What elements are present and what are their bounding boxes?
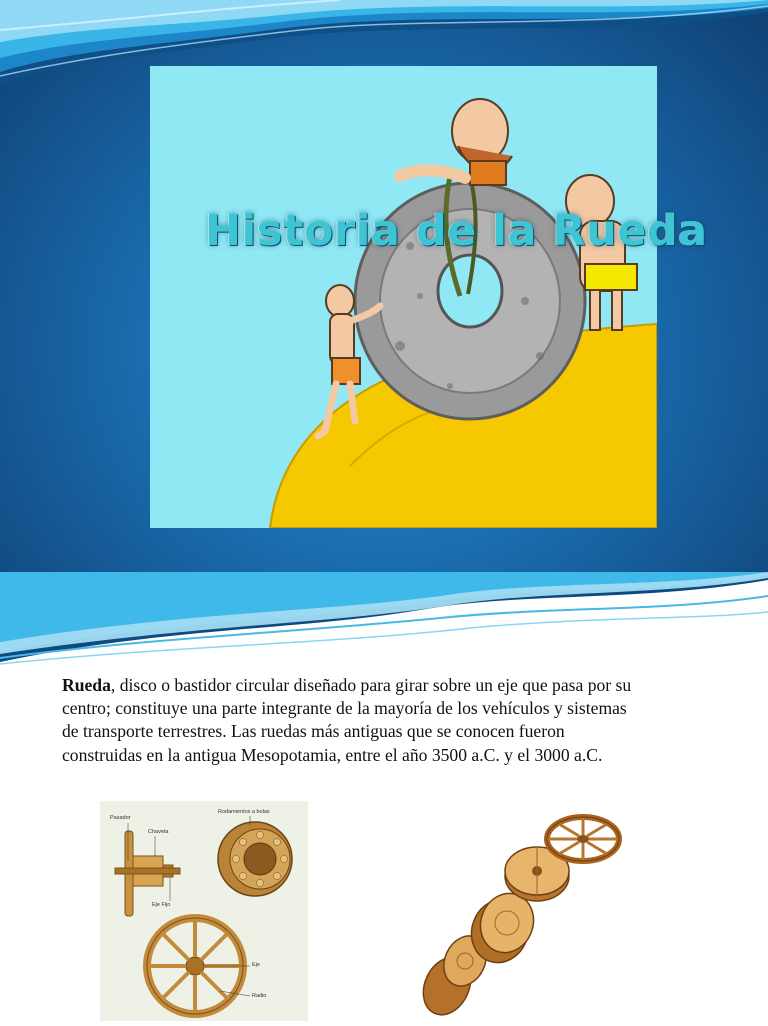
label-eje: Eje	[252, 962, 260, 968]
paragraph-line-1: , disco o bastidor circular diseñado para girar sobre un eje que pasa por su	[110, 675, 632, 695]
wheel-parts-diagram	[100, 801, 308, 1021]
paragraph-line-3: de transporte terrestres. Las ruedas más antiguas que se conocen fueron	[62, 721, 565, 742]
wave-divider	[0, 572, 768, 672]
label-chaveta: Chaveta	[148, 829, 169, 835]
definition-paragraph	[62, 674, 732, 767]
label-radio: Radio	[252, 993, 267, 999]
label-eje-fijo: Eje Fijo	[152, 902, 171, 908]
wheel-evolution-illustration	[405, 801, 635, 1021]
slide-title: Historia de la Rueda	[205, 206, 708, 256]
label-rodamientos: Rodamientos a bolas	[218, 809, 270, 815]
paragraph-line-4: construidas en la antigua Mesopotamia, entre el año 3500 a.C. y el 3000 a.C.	[62, 744, 603, 765]
caveman-wheel-illustration	[150, 66, 657, 528]
paragraph-line-2: centro; constituye una parte integrante de la mayoría de los vehículos y sistemas	[62, 698, 627, 719]
term-rueda: Rueda	[62, 675, 111, 695]
label-pasador: Pasador	[110, 815, 131, 821]
